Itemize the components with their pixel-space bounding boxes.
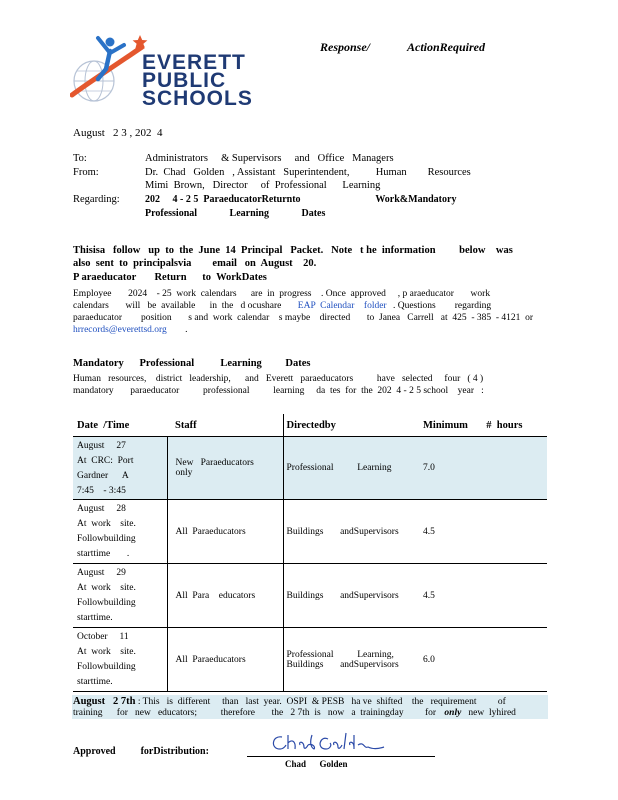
- note-line2: training for new educators; therefore the 2 7th is now a trainingday for only new lyhired: [73, 708, 516, 718]
- note-line1: August 2 7th : This is different than last year. OSPI & PESB ha ve shifted the requirement of: [73, 696, 506, 707]
- section2-line1: Human resources, district leadership, and Everett paraeducators have selected four ( 4 ): [73, 374, 484, 384]
- date-cell: October 11 At work site. Followbuilding starttime.: [73, 628, 167, 692]
- regarding-value-line1: 202 4 - 2 5 ParaeducatorReturnto Work&Mandatory: [145, 194, 457, 205]
- staff-cell: New Paraeducators only: [167, 437, 283, 500]
- table-row: [73, 564, 547, 628]
- logo-word-public: PUBLIC: [142, 69, 227, 92]
- approved-for-distribution-label: Approved forDistribution:: [73, 746, 209, 757]
- signature-scribble-icon: [268, 727, 388, 757]
- column-header-directed-by: Directedby: [283, 414, 423, 437]
- section-paraeducator-return-title: P araeducator Return to WorkDates: [73, 272, 267, 283]
- table-row: [73, 628, 547, 692]
- staff-cell: All Paraeducators: [167, 628, 283, 692]
- date-cell: August 28 At work site. Followbuilding starttime .: [73, 500, 167, 564]
- table-row: [73, 500, 547, 564]
- note-lead: August 2 7th: [73, 696, 136, 707]
- to-label: To:: [73, 153, 87, 164]
- section1-line1: Employee 2024 - 25 work calendars are in progress . Once approved , p araeducator work: [73, 289, 491, 299]
- from-label: From:: [73, 167, 99, 178]
- signature-line: [247, 756, 435, 757]
- hours-cell: 6.0: [423, 628, 547, 692]
- from-value-line2: Mimi Brown, Director of Professional Learning: [145, 180, 381, 191]
- logo-word-schools: SCHOOLS: [142, 87, 253, 110]
- from-value-line1: Dr. Chad Golden , Assistant Superintendent, Human Resources: [145, 167, 471, 178]
- mandatory-learning-table: [73, 414, 547, 692]
- section1-line2: calendars will be available in the d ocushare EAP Calendar folder . Questions regarding: [73, 301, 492, 311]
- staff-cell: All Para educators: [167, 564, 283, 628]
- column-header-date: Date /Time: [73, 414, 167, 437]
- response-label: Response/: [320, 40, 371, 54]
- section1-line4: hrrecords@everettsd.org .: [73, 325, 188, 335]
- intro-line2: also sent to principalsvia email on August 20.: [73, 258, 317, 269]
- signer-name: Chad Golden: [285, 759, 348, 769]
- directed-by-cell: Buildings andSupervisors: [283, 500, 423, 564]
- memo-date: August 2 3 , 202 4: [73, 127, 163, 139]
- directed-by-cell: Buildings andSupervisors: [283, 564, 423, 628]
- section2-line2: mandatory paraeducator professional learning da tes for the 202 4 - 2 5 school year :: [73, 386, 484, 396]
- column-header-minimum-hours: Minimum # hours: [423, 414, 547, 437]
- intro-line1: Thisisa follow up to the June 14 Principal Packet. Note t he information below was: [73, 245, 513, 256]
- regarding-label: Regarding:: [73, 194, 120, 205]
- hr-records-email-link[interactable]: hrrecords@everettsd.org: [73, 325, 167, 335]
- table-row: [73, 437, 547, 500]
- column-header-staff: Staff: [167, 414, 283, 437]
- directed-by-cell: Professional Learning, Buildings andSupervisors: [283, 628, 423, 692]
- to-value: Administrators & Supervisors and Office Managers: [145, 153, 394, 164]
- date-cell: August 27 At CRC: Port Gardner A 7:45 - 3:45: [73, 437, 167, 500]
- handwritten-signature: [268, 727, 388, 757]
- regarding-value-line2: Professional Learning Dates: [145, 208, 326, 219]
- logo-word-everett: EVERETT: [142, 51, 246, 74]
- hours-cell: 4.5: [423, 564, 547, 628]
- section1-line3: paraeducator position s and work calendar s maybe directed to Janea Carrell at 425 - 385 - 4121 or: [73, 313, 534, 323]
- action-required-label: ActionRequired: [407, 40, 486, 54]
- staff-cell: All Paraeducators: [167, 500, 283, 564]
- section-mandatory-learning-title: Mandatory Professional Learning Dates: [73, 358, 311, 369]
- directed-by-cell: Professional Learning: [283, 437, 423, 500]
- hours-cell: 4.5: [423, 500, 547, 564]
- note-only-emphasis: only: [444, 708, 462, 718]
- hours-cell: 7.0: [423, 437, 547, 500]
- table-header-row: [73, 414, 547, 437]
- eap-calendar-folder-link[interactable]: EAP Calendar folder: [297, 301, 387, 311]
- date-cell: August 29 At work site. Followbuilding starttime.: [73, 564, 167, 628]
